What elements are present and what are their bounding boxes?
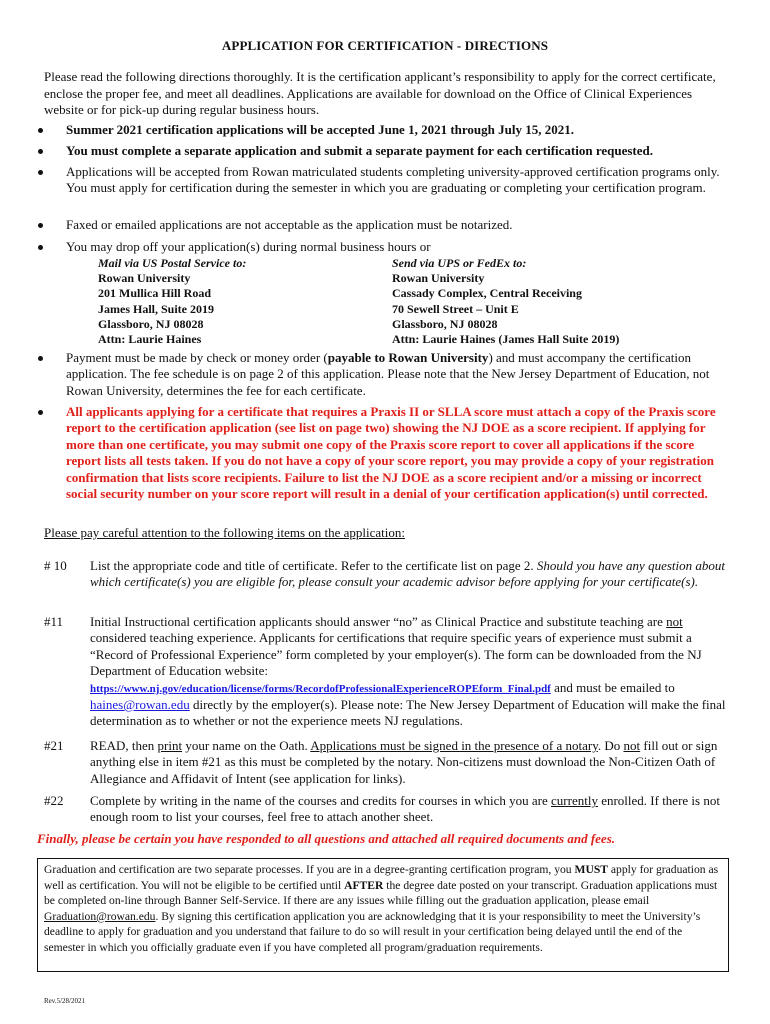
final-reminder: Finally, please be certain you have responded to all questions and attached all required documents and fees. bbox=[37, 831, 616, 846]
courier-line: Rowan University bbox=[392, 271, 485, 286]
bullet-text: Payment must be made by check or money order (payable to Rowan University) and must accompany the certification application. The fee schedule is on page 2 of this application. Please note that the New Jersey Department of Education, not Rowan University, determines the fee for each certificate. bbox=[66, 350, 710, 398]
mail-heading: Mail via US Postal Service to: bbox=[98, 256, 247, 270]
bullet-text: Faxed or emailed applications are not acceptable as the application must be notarized. bbox=[66, 217, 513, 232]
bullet-icon bbox=[38, 223, 43, 228]
graduation-notice-box: Graduation and certification are two separate processes. If you are in a degree-granting certification program, you MUST apply for graduation as well as certification. You will not be eligible to be certified until AFTER the degree date posted on your transcript. Graduation applications must be completed on-line through Banner Self-Service. If there are any issues while filling out the graduation application, please email Graduation@rowan.edu. By signing this certification application you are acknowledging that it is your responsibility to meet the University’s deadline to apply for graduation and you understand that failure to do so will result in your certification being delayed until the end of the semester in which you officially graduate even if you have completed all program/graduation requirements. bbox=[37, 858, 729, 972]
list-item bbox=[66, 239, 726, 255]
page-title: APPLICATION FOR CERTIFICATION - DIRECTIONS bbox=[221, 38, 549, 53]
list-item bbox=[66, 404, 726, 502]
intro-paragraph: Please read the following directions thoroughly. It is the certification applicant’s responsibility to apply for the correct certificate, enclose the proper fee, and meet all deadlines. Applications are available for download on the Office of Clinical Experiences website or for pick-up during regular business hours. bbox=[44, 69, 716, 118]
bullet-text: Summer 2021 certification applications will be accepted June 1, 2021 through July 15, 2021. bbox=[66, 122, 574, 137]
mail-line: James Hall, Suite 2019 bbox=[98, 301, 214, 316]
item-number: # 10 bbox=[44, 558, 67, 573]
bullet-text: Applications will be accepted from Rowan matriculated students completing university-approved certification programs only. You must apply for certification during the semester in which you are graduating or completing your certification program. bbox=[66, 164, 720, 196]
item-number: #11 bbox=[44, 614, 64, 629]
graduation-email-link[interactable]: Graduation@rowan.edu bbox=[44, 909, 156, 923]
courier-heading: Send via UPS or FedEx to: bbox=[392, 256, 527, 270]
praxis-notice: All applicants applying for a certificate that requires a Praxis II or SLLA score must attach a copy of the Praxis score report to the certification application (see list on page two) showing the NJ DOE as a score recipient. If applying for more than one certificate, you may submit one copy of the Praxis score report to cover all applications if the score report lists all tests taken. If you do not have a copy of your score report, you may provide a copy of your registration confirmation that lists score recipients. Failure to list the NJ DOE as a score recipient and/or a missing or incorrect social security number on your score report will result in a denial of your certification application(s) until corrected. bbox=[66, 404, 716, 502]
mail-line: Attn: Laurie Haines bbox=[98, 332, 202, 347]
bullet-icon bbox=[38, 410, 43, 415]
courier-line: Attn: Laurie Haines (James Hall Suite 2019) bbox=[392, 332, 620, 347]
bullet-icon bbox=[38, 245, 43, 250]
item-text: Initial Instructional certification applicants should answer “no” as Clinical Practice and substitute teaching are not considered teaching experience. Applicants for certifications that require specific years of experience must submit a “Record of Professional Experience” form completed by your employer(s). The form can be downloaded from the NJ Department of Education website: https://www.nj.gov/education/license/forms/RecordofProfessionalExperienceROPEform_Final.pdf and must be emailed to haines@rowan.edu directly by the employer(s). Please note: The New Jersey Department of Education will make the final determination as to whether or not the experience meets NJ regulations. bbox=[90, 614, 726, 729]
item-number: #21 bbox=[44, 738, 64, 753]
bullet-icon bbox=[38, 149, 43, 154]
list-item bbox=[66, 164, 726, 197]
list-item bbox=[66, 217, 726, 233]
revision-date: Rev.5/28/2021 bbox=[44, 997, 85, 1005]
list-item bbox=[66, 143, 726, 159]
bullet-text: You must complete a separate application and submit a separate payment for each certification requested. bbox=[66, 143, 653, 158]
item-text: Complete by writing in the name of the courses and credits for courses in which you are currently enrolled. If there is not enough room to list your courses, feel free to attach another sheet. bbox=[90, 793, 720, 825]
mail-address-block bbox=[98, 256, 246, 347]
courier-line: Cassady Complex, Central Receiving bbox=[392, 286, 582, 301]
item-text: READ, then print your name on the Oath. Applications must be signed in the presence of a notary. Do not fill out or sign anything else in item #21 as this must be completed by the notary. Non-citizens must download the Non-Citizen Oath of Allegiance and Affidavit of Intent (see application for links). bbox=[90, 738, 718, 786]
courier-address-block bbox=[392, 256, 619, 347]
bullet-icon bbox=[38, 170, 43, 175]
bullet-text: You may drop off your application(s) during normal business hours or bbox=[66, 239, 431, 254]
mail-line: Glassboro, NJ 08028 bbox=[98, 316, 204, 331]
bullet-icon bbox=[38, 356, 43, 361]
mail-line: Rowan University bbox=[98, 271, 191, 286]
item-number: #22 bbox=[44, 793, 64, 808]
courier-line: 70 Sewell Street – Unit E bbox=[392, 301, 519, 316]
mail-line: 201 Mullica Hill Road bbox=[98, 286, 212, 301]
attention-heading: Please pay careful attention to the following items on the application: bbox=[44, 525, 406, 540]
bullet-icon bbox=[38, 128, 43, 133]
list-item bbox=[66, 350, 726, 399]
haines-email-link[interactable]: haines@rowan.edu bbox=[90, 697, 190, 713]
item-text: List the appropriate code and title of certificate. Refer to the certificate list on page 2. Should you have any question about which certificate(s) you are eligible for, please consult your academic advisor before applying for your certificate(s). bbox=[90, 558, 725, 590]
list-item bbox=[66, 122, 726, 138]
courier-line: Glassboro, NJ 08028 bbox=[392, 316, 498, 331]
rope-form-link[interactable]: https://www.nj.gov/education/license/forms/RecordofProfessionalExperienceROPEform_Final.pdf bbox=[90, 682, 551, 695]
